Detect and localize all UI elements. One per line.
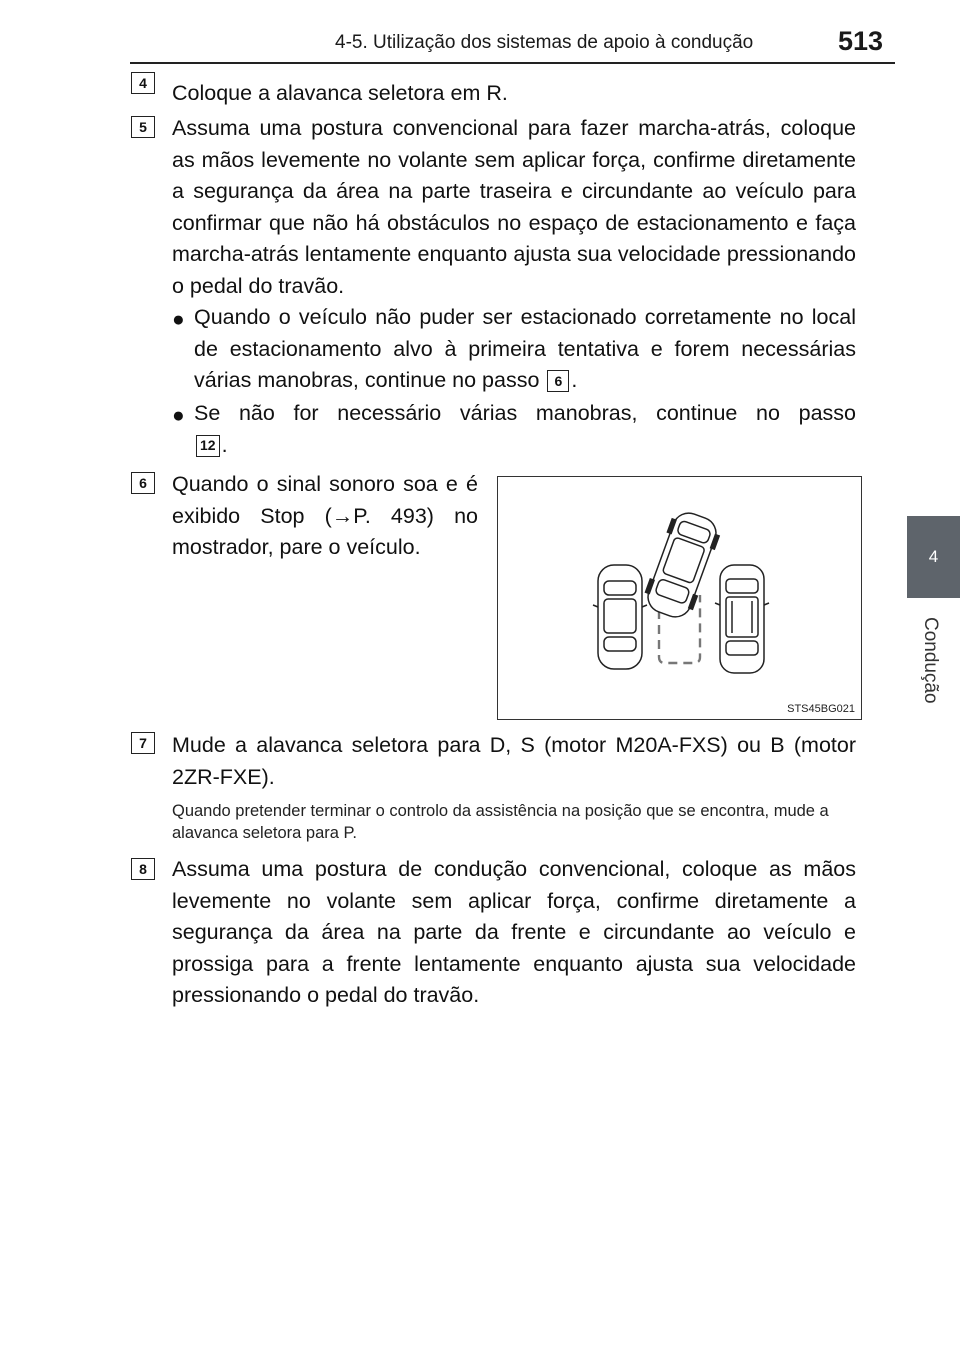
- step-badge-6: 6: [131, 472, 155, 494]
- bullet-2-tail: .: [221, 432, 228, 457]
- step-ref-badge: 6: [547, 370, 569, 392]
- bullet-text: [194, 302, 856, 397]
- bullet-item: [172, 398, 856, 461]
- step-7-text: Mude a alavanca seletora para D, S (motor M20A-FXS) ou B (motor 2ZR-FXE).: [172, 733, 856, 789]
- center-car: [641, 508, 724, 623]
- page-number: 513: [838, 26, 884, 56]
- step-8-text: Assuma uma postura de condução convencional, coloque as mãos levemente no volante sem aplicar força, confirme diretamente a segurança da área na parte da frente e circundante ao veículo e prossiga para a frente lentamente enquanto ajusta sua velocidade pressionando o pedal do travão.: [172, 857, 856, 1007]
- bullet-1-tail: .: [571, 368, 578, 392]
- header-rule: [130, 62, 895, 64]
- chapter-label: Condução: [920, 616, 941, 704]
- section-title: 4-5. Utilização dos sistemas de apoio à condução: [335, 32, 754, 53]
- bullet-dot-icon: ●: [172, 404, 185, 427]
- bullet-text-continued: [194, 430, 856, 462]
- bullet-text: [194, 398, 856, 430]
- step-6-text: Quando o sinal sonoro soa e é exibido Stop (→P. 493) no mostrador, pare o veículo.: [172, 472, 478, 559]
- parking-diagram: [498, 477, 863, 721]
- left-car: [593, 565, 647, 669]
- parking-illustration: [497, 476, 862, 720]
- step-badge-5: 5: [131, 116, 155, 138]
- figure-code: STS45BG021: [787, 703, 855, 715]
- bullet-item: [172, 302, 856, 397]
- step-badge-8: 8: [131, 858, 155, 880]
- bullet-dot-icon: ●: [172, 308, 185, 331]
- note-text: Quando pretender terminar o controlo da assistência na posição que se encontra, mude a alavanca seletora para P.: [172, 802, 829, 842]
- step-5-text: Assuma uma postura convencional para fazer marcha-atrás, coloque as mãos levemente no volante sem aplicar força, confirme diretamente a segurança da área na parte traseira e circundante ao veículo para confirmar que não há obstáculos no espaço de estacionamento e faça marcha-atrás lentamente enquanto ajusta sua velocidade pressionando o pedal do travão.: [172, 116, 856, 298]
- chapter-tab[interactable]: 4: [907, 516, 960, 598]
- step-badge-7: 7: [131, 732, 155, 754]
- bullet-1-text: Quando o veículo não puder ser estacionado corretamente no local de estacionamento alvo à primeira tentativa e forem necessárias várias manobras, continue no passo: [194, 305, 856, 392]
- right-car: [715, 565, 769, 673]
- step-badge-4: 4: [131, 72, 155, 94]
- bullet-2-text: Se não for necessário várias manobras, continue no passo: [194, 401, 856, 425]
- step-4-text: Coloque a alavanca seletora em R.: [172, 81, 508, 105]
- step-ref-badge: 12: [196, 435, 220, 457]
